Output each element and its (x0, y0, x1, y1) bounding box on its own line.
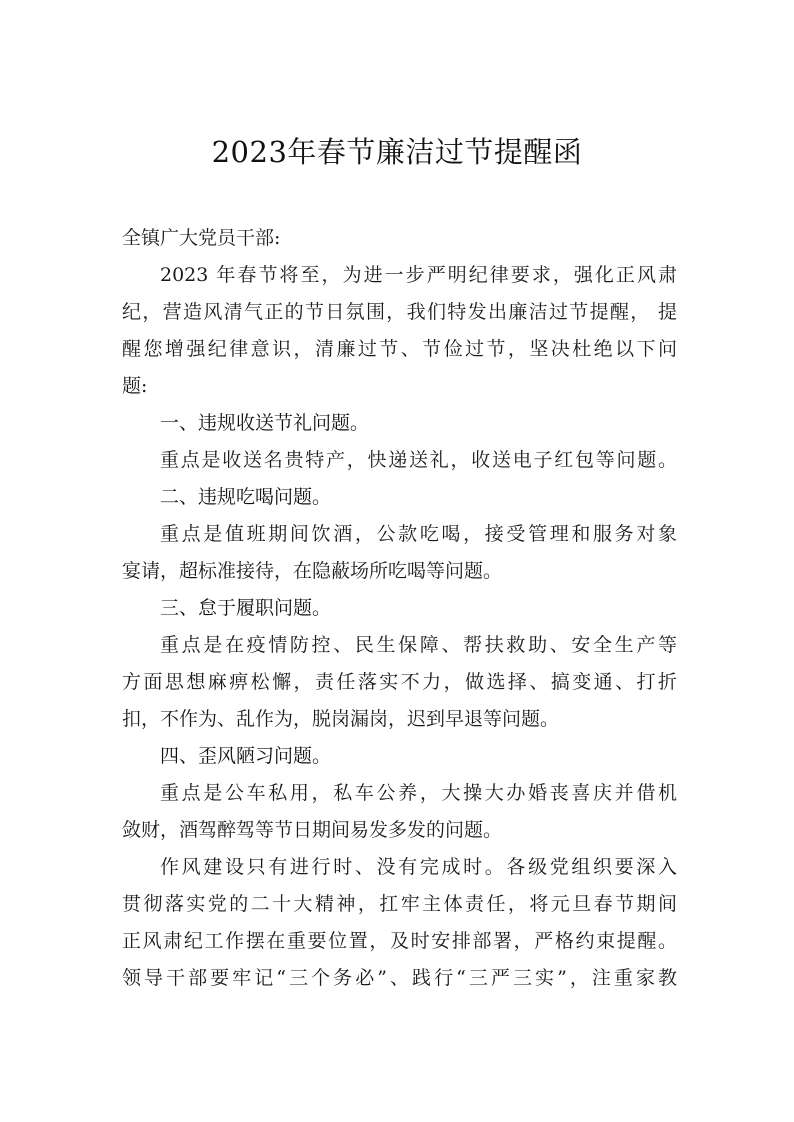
paragraph-line: 宴请，超标准接待，在隐蔽场所吃喝等问题。 (122, 560, 503, 582)
paragraph-line: 领导干部要牢记“三个务必”、践行“三严三实”，注重家教 (122, 967, 677, 989)
paragraph-line: 作风建设只有进行时、没有完成时。各级党组织要深入 (160, 856, 677, 878)
paragraph-line: 醒您增强纪律意识，清廉过节、节俭过节，坚决杜绝以下问 (122, 338, 677, 360)
paragraph-line: 重点是值班期间饮酒，公款吃喝，接受管理和服务对象 (160, 523, 677, 545)
document-body (122, 220, 677, 997)
paragraph-line: 敛财，酒驾醉驾等节日期间易发多发的问题。 (122, 819, 503, 841)
paragraph-line: 贯彻落实党的二十大精神，扛牢主体责任，将元旦春节期间 (122, 893, 677, 915)
paragraph-line: 全镇广大党员干部: (122, 227, 281, 249)
paragraph-line: 方面思想麻痹松懈，责任落实不力，做选择、搞变通、打折 (122, 671, 677, 693)
document-title: 2023年春节廉洁过节提醒函 (211, 135, 583, 169)
paragraph-line: 纪，营造风清气正的节日氛围，我们特发出廉洁过节提醒， 提 (122, 301, 677, 323)
paragraph-line: 正风肃纪工作摆在重要位置，及时安排部署，严格约束提醒。 (122, 930, 677, 952)
section-heading: 一、违规收送节礼问题。 (160, 412, 370, 434)
paragraph-line: 重点是收送名贵特产，快递送礼，收送电子红包等问题。 (160, 449, 677, 471)
paragraph-line: 2023 年春节将至，为进一步严明纪律要求，强化正风肃 (160, 264, 677, 286)
paragraph-line: 扣，不作为、乱作为，脱岗漏岗，迟到早退等问题。 (122, 708, 560, 730)
paragraph-line: 重点是公车私用，私车公养，大操大办婚丧喜庆并借机 (160, 782, 677, 804)
section-heading: 四、歪风陋习问题。 (160, 745, 332, 767)
section-heading: 三、怠于履职问题。 (160, 597, 332, 619)
paragraph-line: 题: (122, 375, 148, 397)
paragraph-line: 重点是在疫情防控、民生保障、帮扶救助、安全生产等 (160, 634, 677, 656)
section-heading: 二、违规吃喝问题。 (160, 486, 332, 508)
